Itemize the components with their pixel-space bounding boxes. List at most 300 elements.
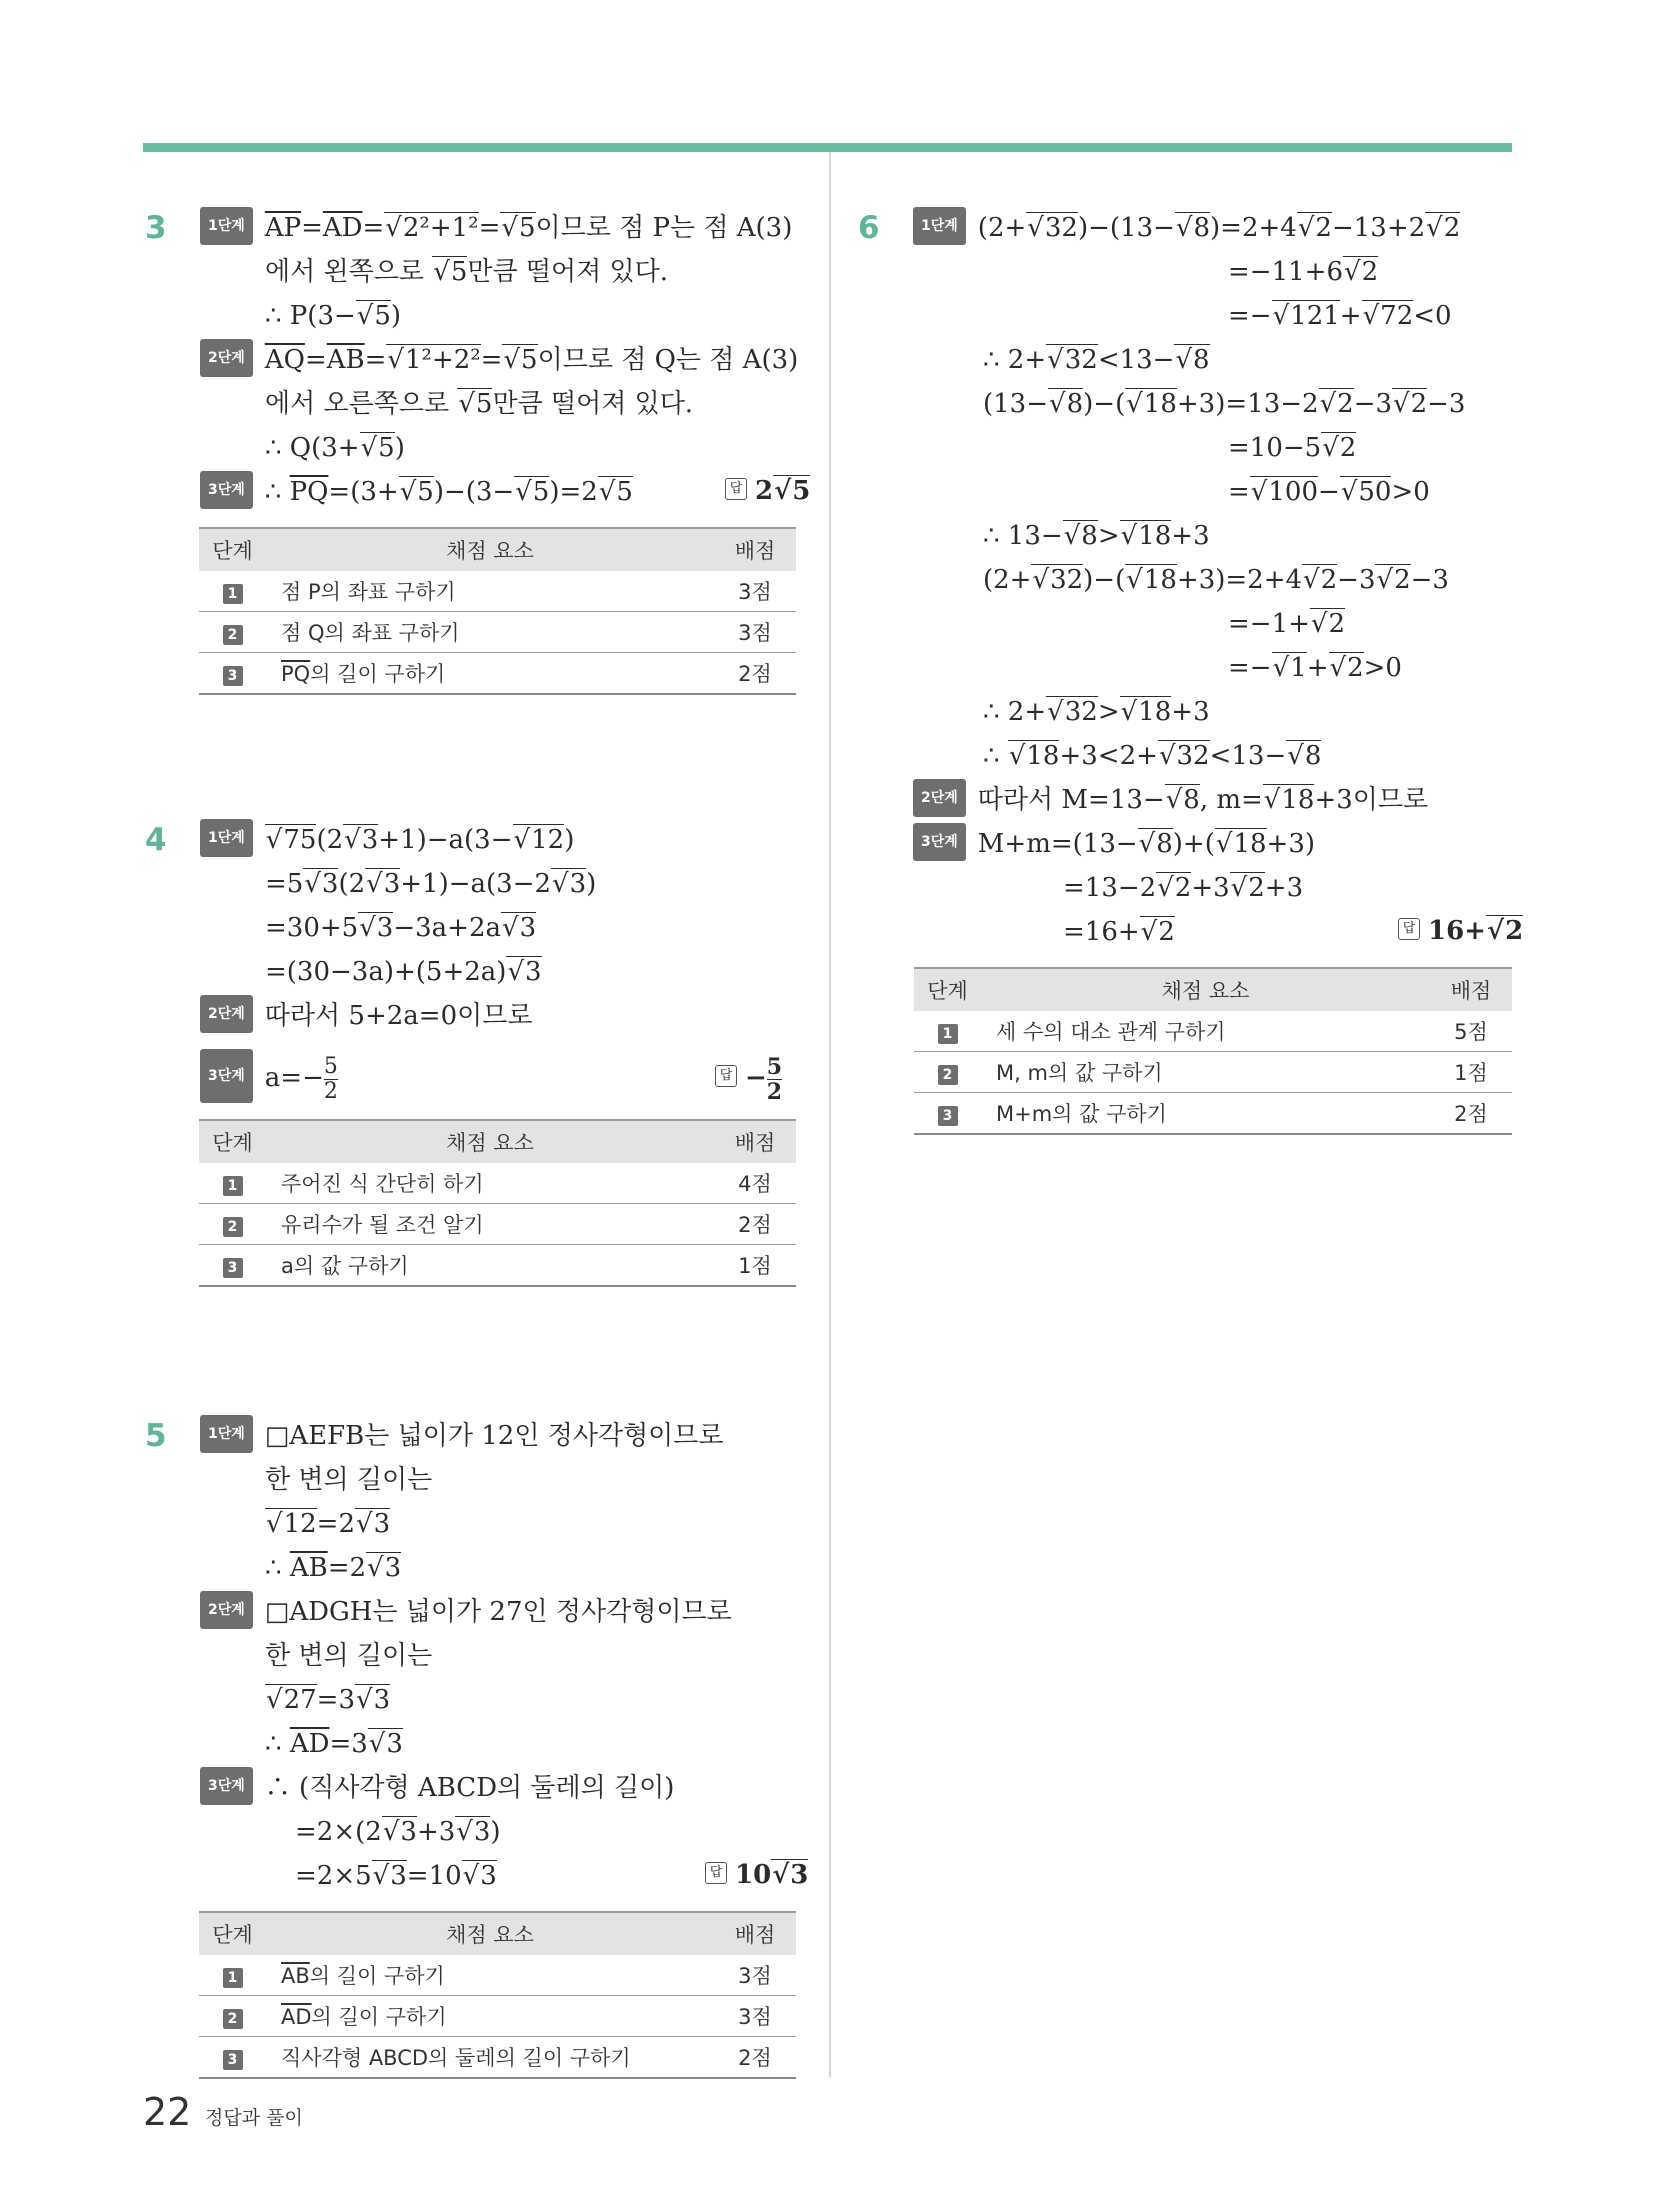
p3-score-table xyxy=(199,527,796,695)
p3-line-5 xyxy=(265,386,693,422)
row-points: 2점 xyxy=(714,2037,796,2079)
text: =16+ xyxy=(1063,917,1140,947)
sqrt-expr: √ 5 xyxy=(500,212,535,243)
row-points: 1점 xyxy=(1430,1052,1512,1093)
text: > xyxy=(1097,697,1120,727)
row-points: 1점 xyxy=(714,1245,796,1287)
eq: = xyxy=(480,345,503,375)
sqrt-expr: √ 5 xyxy=(360,432,395,463)
text: =2 xyxy=(316,1509,355,1539)
p3-line-2 xyxy=(265,254,668,290)
sqrt-expr: √ 5 xyxy=(356,300,391,331)
table-row xyxy=(199,1955,796,1996)
text: <0 xyxy=(1413,301,1452,331)
answer-icon: 답 xyxy=(705,1862,727,1884)
text: 이므로 점 Q는 점 A(3) xyxy=(537,345,799,375)
row-text: 세 수의 대소 관계 구하기 xyxy=(981,1011,1430,1052)
text: ) xyxy=(390,301,402,331)
text: +3 xyxy=(1264,873,1304,903)
table-row xyxy=(914,1093,1512,1135)
problem-number-4: 4 xyxy=(145,822,167,858)
sqrt-expr: √ 12 xyxy=(513,824,565,855)
text: =−11+6 xyxy=(1228,257,1343,287)
sqrt-expr: √ 18 xyxy=(1263,784,1315,815)
text: , m= xyxy=(1199,785,1263,815)
numerator: 5 xyxy=(766,1053,783,1080)
p6-line-16 xyxy=(1063,870,1303,906)
sqrt-expr: √ 18 xyxy=(1120,696,1172,727)
header-element: 채점 요소 xyxy=(266,1912,714,1955)
sqrt-expr: √ 8 xyxy=(1175,212,1210,243)
table-row xyxy=(199,1204,796,1245)
answer-value: 2 xyxy=(755,476,774,506)
text: )=2+4 xyxy=(1210,213,1297,243)
text: −3 xyxy=(1410,565,1449,595)
text: +3 xyxy=(1191,873,1230,903)
row-text: 유리수가 될 조건 알기 xyxy=(266,1204,714,1245)
text: )−( xyxy=(1083,565,1126,595)
p5-line-3 xyxy=(265,1506,390,1542)
text: −3 xyxy=(1353,389,1393,419)
text: <13− xyxy=(1097,345,1175,375)
text: ∴ P(3− xyxy=(265,301,356,331)
sqrt-expr: √ 8 xyxy=(1165,784,1200,815)
sqrt-expr: √ 32 xyxy=(1026,212,1078,243)
text: =(3+ xyxy=(328,477,399,507)
denominator: 2 xyxy=(323,1078,338,1104)
sqrt-expr: √ 2 xyxy=(1302,564,1337,595)
row-text: 의 길이 구하기 xyxy=(311,2005,447,2029)
sqrt-expr: √ 2 xyxy=(1329,652,1364,683)
text: =5 xyxy=(265,869,304,899)
text: =2×(2 xyxy=(295,1817,382,1847)
sqrt-expr: √ 3 xyxy=(455,1816,490,1847)
row-points: 2점 xyxy=(714,653,796,695)
table-row xyxy=(914,1011,1512,1052)
answer-sqrt: √ 2 xyxy=(1486,915,1523,946)
text: >0 xyxy=(1363,653,1402,683)
sqrt-expr: √ 3 xyxy=(551,868,586,899)
p3-line-6 xyxy=(265,430,405,466)
step-badge-1: 1단계 xyxy=(200,819,253,857)
row-step-number: 3 xyxy=(223,2050,243,2070)
row-points: 5점 xyxy=(1430,1011,1512,1052)
step-badge-1: 1단계 xyxy=(200,1415,253,1453)
text: 에서 왼쪽으로 xyxy=(265,257,433,287)
sqrt-expr: √ 2²+1² xyxy=(384,212,478,243)
step-badge-3: 3단계 xyxy=(200,1767,253,1805)
text: □ADGH는 넓이가 27인 정사각형이므로 xyxy=(264,1597,732,1627)
text: ∴ xyxy=(983,741,1008,771)
header-points: 배점 xyxy=(714,528,796,571)
text: 따라서 5+2a=0이므로 xyxy=(264,1001,533,1031)
row-step-number: 1 xyxy=(223,584,243,604)
p5-line-11 xyxy=(295,1858,497,1894)
header-step: 단계 xyxy=(199,1120,266,1163)
text: ∴ 2+ xyxy=(983,697,1047,727)
p6-answer xyxy=(1398,916,1523,946)
row-step-number: 2 xyxy=(223,625,243,645)
table-header xyxy=(914,968,1512,1011)
header-step: 단계 xyxy=(199,528,266,571)
p6-line-6 xyxy=(1228,430,1356,466)
text: (13− xyxy=(983,389,1049,419)
text: ∴ Q(3+ xyxy=(265,433,360,463)
step-badge-1: 1단계 xyxy=(200,207,253,245)
table-row xyxy=(199,612,796,653)
segment-ap: $\overline{AP}$ xyxy=(264,213,302,243)
sqrt-expr: √ 1 xyxy=(1272,652,1307,683)
text: ) xyxy=(394,433,405,463)
text: =10−5 xyxy=(1228,433,1322,463)
p6-line-8 xyxy=(983,518,1210,554)
text: =(30−3a)+(5+2a) xyxy=(265,957,507,987)
row-text: 의 길이 구하기 xyxy=(309,1964,445,1988)
p3-line-3 xyxy=(265,298,401,334)
header-points: 배점 xyxy=(714,1120,796,1163)
row-points: 3점 xyxy=(714,571,796,612)
sqrt-expr: √ 2 xyxy=(1319,388,1354,419)
text: + xyxy=(1339,301,1362,331)
p4-line-6 xyxy=(200,1052,338,1106)
row-step-number: 1 xyxy=(938,1024,958,1044)
p6-line-5 xyxy=(983,386,1465,422)
sqrt-expr: √ 3 xyxy=(365,868,400,899)
text: +1)−a(3−2 xyxy=(400,869,552,899)
p5-line-8 xyxy=(265,1726,403,1762)
answer-sign: − xyxy=(745,1063,767,1093)
sqrt-expr: √ 32 xyxy=(1046,696,1098,727)
eq: = xyxy=(301,213,323,243)
step-badge-1: 1단계 xyxy=(913,207,966,245)
p5-answer xyxy=(705,1860,808,1890)
p3-answer xyxy=(725,476,810,506)
step-badge-3: 3단계 xyxy=(200,471,253,509)
row-points: 4점 xyxy=(714,1163,796,1204)
text: =30+5 xyxy=(265,913,359,943)
sqrt-expr: √ 3 xyxy=(501,912,536,943)
p6-line-7 xyxy=(1228,474,1430,510)
text: =−1+ xyxy=(1228,609,1310,639)
text: −13+2 xyxy=(1331,213,1426,243)
table-header xyxy=(199,1120,796,1163)
text: ) xyxy=(490,1817,501,1847)
sqrt-expr: √ 8 xyxy=(1138,828,1173,859)
p4-line-4 xyxy=(265,954,542,990)
text: +3) xyxy=(1266,829,1316,859)
p5-line-9 xyxy=(200,1770,674,1808)
text: =2×5 xyxy=(295,1861,372,1891)
row-text: 점 Q의 좌표 구하기 xyxy=(281,621,460,645)
text: )−(3− xyxy=(433,477,515,507)
text: 만큼 떨어져 있다. xyxy=(492,389,694,419)
text: =− xyxy=(1228,653,1272,683)
sqrt-expr: √ 50 xyxy=(1340,476,1392,507)
text: a=− xyxy=(264,1063,324,1093)
text: =3 xyxy=(329,1729,368,1759)
sqrt-expr: √ 8 xyxy=(1048,388,1083,419)
p6-line-11 xyxy=(1228,650,1402,686)
p5-line-1 xyxy=(200,1418,724,1456)
segment-ab: $\overline{AB}$ xyxy=(326,345,365,375)
text: □AEFB는 넓이가 12인 정사각형이므로 xyxy=(264,1421,724,1451)
table-row xyxy=(199,2037,796,2079)
text: >0 xyxy=(1391,477,1430,507)
sqrt-expr: √ 3 xyxy=(506,956,541,987)
sqrt-expr: √ 32 xyxy=(1158,740,1210,771)
header-step: 단계 xyxy=(199,1912,266,1955)
text: 에서 오른쪽으로 xyxy=(265,389,458,419)
p6-line-1 xyxy=(913,210,1460,248)
text: +3이므로 xyxy=(1314,785,1429,815)
text: (2 xyxy=(316,825,344,855)
sqrt-expr: √ 3 xyxy=(358,912,393,943)
text: 한 변의 길이는 xyxy=(265,1641,433,1671)
table-row xyxy=(199,571,796,612)
text: =− xyxy=(1228,301,1272,331)
step-badge-3: 3단계 xyxy=(200,1049,253,1103)
text: ∴ 2+ xyxy=(983,345,1047,375)
answer-icon: 답 xyxy=(1398,918,1420,940)
numerator: 5 xyxy=(323,1053,338,1079)
p6-line-17 xyxy=(1063,914,1175,950)
row-text: M+m의 값 구하기 xyxy=(981,1093,1430,1135)
p4-line-3 xyxy=(265,910,536,946)
row-text: 주어진 식 간단히 하기 xyxy=(266,1163,714,1204)
sqrt-expr: √ 18 xyxy=(1120,520,1172,551)
p6-line-4 xyxy=(983,342,1210,378)
table-row xyxy=(199,1245,796,1287)
text: M+m=(13− xyxy=(977,829,1138,859)
sqrt-expr: √ 8 xyxy=(1174,344,1209,375)
sqrt-expr: √ 5 xyxy=(514,476,549,507)
row-segment: $\overline{AD}$ xyxy=(281,2005,312,2029)
table-header xyxy=(199,528,796,571)
text: ∴ xyxy=(264,477,290,507)
p5-line-2 xyxy=(265,1462,432,1498)
text: = xyxy=(1228,477,1250,507)
row-step-number: 2 xyxy=(938,1065,958,1085)
row-step-number: 3 xyxy=(223,666,243,686)
text: ∴ xyxy=(265,1729,290,1759)
row-text: 직사각형 ABCD의 둘레의 길이 구하기 xyxy=(281,2046,631,2070)
row-step-number: 1 xyxy=(223,1176,243,1196)
p6-line-15 xyxy=(913,826,1315,864)
sqrt-expr: √ 3 xyxy=(355,1508,390,1539)
sqrt-expr: √ 5 xyxy=(399,476,434,507)
sqrt-expr: √ 75 xyxy=(265,824,317,855)
row-segment: $\overline{AB}$ xyxy=(281,1964,310,1988)
p6-line-3 xyxy=(1228,298,1452,334)
header-element: 채점 요소 xyxy=(266,1120,714,1163)
text: −3 xyxy=(1337,565,1376,595)
segment-ad: $\overline{AD}$ xyxy=(322,213,363,243)
sqrt-expr: √ 2 xyxy=(1156,872,1191,903)
step-badge-2: 2단계 xyxy=(200,1591,253,1629)
sqrt-expr: √ 18 xyxy=(1215,828,1267,859)
sqrt-expr: √ 32 xyxy=(1031,564,1083,595)
p4-line-5 xyxy=(200,998,532,1036)
row-step-number: 2 xyxy=(223,2009,243,2029)
text: +3 xyxy=(1171,697,1210,727)
sqrt-expr: √ 2 xyxy=(1375,564,1410,595)
denominator: 2 xyxy=(766,1078,783,1105)
answer-value: 10 xyxy=(735,1860,772,1890)
table-row xyxy=(199,1996,796,2037)
p3-line-7 xyxy=(200,474,633,512)
text: ) xyxy=(564,825,575,855)
p5-score-table xyxy=(199,1911,796,2079)
sqrt-expr: √ 3 xyxy=(303,868,338,899)
p5-line-6 xyxy=(265,1638,432,1674)
text: )=2 xyxy=(549,477,598,507)
eq: = xyxy=(364,345,387,375)
segment-aq: $\overline{AQ}$ xyxy=(264,345,305,375)
text: =2 xyxy=(327,1553,367,1583)
text: −3a+2a xyxy=(393,913,501,943)
row-points: 3점 xyxy=(714,1996,796,2037)
p4-score-table xyxy=(199,1119,796,1287)
p6-line-13 xyxy=(983,738,1321,774)
page-number: 22 xyxy=(143,2090,192,2134)
sqrt-expr: √ 2 xyxy=(1310,608,1345,639)
sqrt-expr: √ 8 xyxy=(1063,520,1098,551)
text: +3)=13−2 xyxy=(1176,389,1319,419)
table-row xyxy=(199,1163,796,1204)
p3-line-1 xyxy=(200,210,792,248)
sqrt-expr: √ 3 xyxy=(366,1552,401,1583)
text: =3 xyxy=(316,1685,355,1715)
text: )−(13− xyxy=(1077,213,1175,243)
row-text: 의 길이 구하기 xyxy=(310,662,446,686)
p6-score-table xyxy=(914,967,1512,1135)
sqrt-expr: √ 32 xyxy=(1046,344,1098,375)
sqrt-expr: √ 3 xyxy=(372,1860,407,1891)
text: −3 xyxy=(1427,389,1466,419)
sqrt-expr: √ 18 xyxy=(1008,740,1060,771)
text: +3)=2+4 xyxy=(1176,565,1303,595)
text: ∴ 13− xyxy=(983,521,1063,551)
text: ) xyxy=(586,869,597,899)
column-divider xyxy=(829,152,831,2077)
sqrt-expr: √ 27 xyxy=(265,1684,317,1715)
sqrt-expr: √ 12 xyxy=(265,1508,317,1539)
header-element: 채점 요소 xyxy=(266,528,714,571)
top-accent-bar xyxy=(143,143,1512,152)
row-step-number: 2 xyxy=(223,1217,243,1237)
page-footer-label: 정답과 풀이 xyxy=(205,2107,303,2129)
step-badge-2: 2단계 xyxy=(200,995,253,1033)
row-text: a의 값 구하기 xyxy=(266,1245,714,1287)
p5-line-7 xyxy=(265,1682,390,1718)
row-step-number: 3 xyxy=(938,1106,958,1126)
sqrt-expr: √ 3 xyxy=(343,824,378,855)
p4-line-2 xyxy=(265,866,596,902)
problem-number-5: 5 xyxy=(145,1418,167,1454)
text: 이므로 점 P는 점 A(3) xyxy=(535,213,793,243)
p5-line-10 xyxy=(295,1814,501,1850)
header-element: 채점 요소 xyxy=(981,968,1430,1011)
p6-line-12 xyxy=(983,694,1210,730)
row-points: 3점 xyxy=(714,1955,796,1996)
sqrt-expr: √ 2 xyxy=(1425,212,1460,243)
sqrt-expr: √ 121 xyxy=(1272,300,1340,331)
sqrt-expr: √ 5 xyxy=(457,388,492,419)
text: 만큼 떨어져 있다. xyxy=(467,257,668,287)
text: =13−2 xyxy=(1063,873,1157,903)
sqrt-expr: √ 5 xyxy=(432,256,467,287)
text: + xyxy=(1306,653,1329,683)
step-badge-2: 2단계 xyxy=(913,779,966,817)
text: − xyxy=(1318,477,1340,507)
header-points: 배점 xyxy=(714,1912,796,1955)
text: (2 xyxy=(338,869,366,899)
sqrt-expr: √ 2 xyxy=(1392,388,1427,419)
sqrt-expr: √ 100 xyxy=(1250,476,1318,507)
text: )+( xyxy=(1172,829,1215,859)
text: <13− xyxy=(1209,741,1287,771)
answer-sqrt: √ 5 xyxy=(773,475,810,506)
text: ∴ xyxy=(265,1553,290,1583)
p5-line-4 xyxy=(265,1550,401,1586)
sqrt-expr: √ 5 xyxy=(502,344,537,375)
table-header xyxy=(199,1912,796,1955)
text: +3 xyxy=(1171,521,1210,551)
row-points: 2점 xyxy=(1430,1093,1512,1135)
answer-value: 16+ xyxy=(1428,916,1486,946)
sqrt-expr: √ 5 xyxy=(598,476,633,507)
row-step-number: 1 xyxy=(223,1968,243,1988)
step-badge-3: 3단계 xyxy=(913,823,966,861)
text: +1)−a(3− xyxy=(378,825,513,855)
sqrt-expr: √ 3 xyxy=(368,1728,403,1759)
row-text: 점 P의 좌표 구하기 xyxy=(281,580,456,604)
eq: = xyxy=(362,213,385,243)
row-points: 2점 xyxy=(714,1204,796,1245)
p4-answer xyxy=(715,1052,782,1104)
p3-line-4 xyxy=(200,342,798,380)
row-step-number: 3 xyxy=(223,1258,243,1278)
sqrt-expr: √ 2 xyxy=(1297,212,1332,243)
text: ∴ (직사각형 ABCD의 둘레의 길이) xyxy=(264,1773,675,1803)
row-points: 3점 xyxy=(714,612,796,653)
problem-number-3: 3 xyxy=(145,210,167,246)
sqrt-expr: √ 2 xyxy=(1230,872,1265,903)
text: +3 xyxy=(416,1817,456,1847)
text: (2+ xyxy=(977,213,1027,243)
sqrt-expr: √ 2 xyxy=(1343,256,1378,287)
table-row xyxy=(914,1052,1512,1093)
answer-icon: 답 xyxy=(715,1065,737,1087)
eq: = xyxy=(304,345,327,375)
row-segment: $\overline{PQ}$ xyxy=(281,662,311,686)
sqrt-expr: √ 3 xyxy=(382,1816,417,1847)
sqrt-expr: √ 18 xyxy=(1125,564,1177,595)
text: (2+ xyxy=(983,565,1032,595)
text: 따라서 M=13− xyxy=(977,785,1165,815)
text: )−( xyxy=(1083,389,1126,419)
sqrt-expr: √ 18 xyxy=(1125,388,1177,419)
table-row xyxy=(199,653,796,695)
p5-line-5 xyxy=(200,1594,732,1632)
p6-line-2 xyxy=(1228,254,1378,290)
sqrt-expr: √ 72 xyxy=(1362,300,1414,331)
segment-ad: $\overline{AD}$ xyxy=(289,1729,330,1759)
eq: = xyxy=(478,213,501,243)
p6-line-10 xyxy=(1228,606,1345,642)
answer-sqrt: √ 3 xyxy=(771,1859,808,1890)
sqrt-expr: √ 2 xyxy=(1140,916,1175,947)
